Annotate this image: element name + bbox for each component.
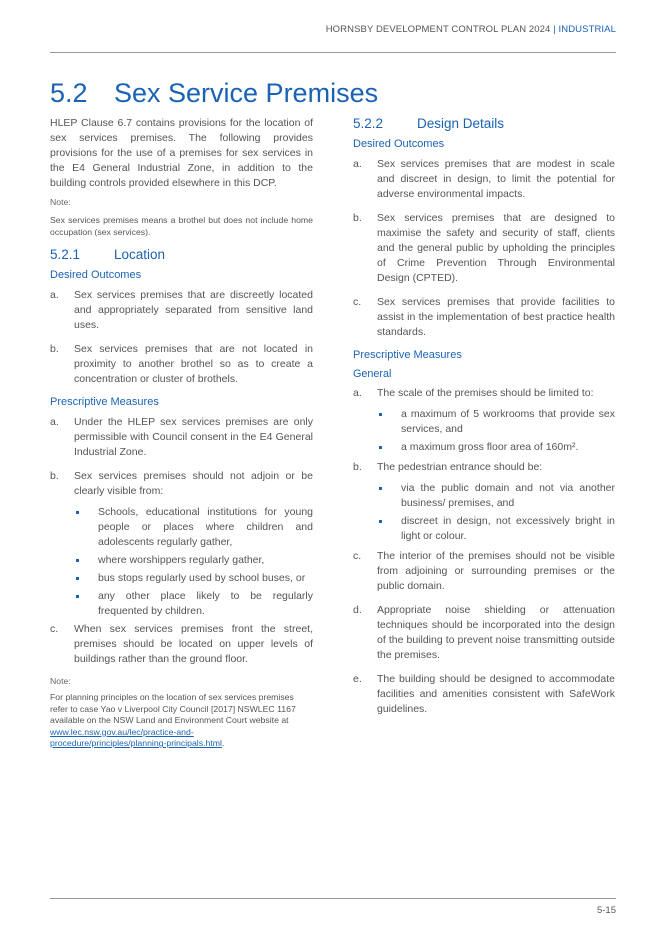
- bullet-list: [377, 481, 615, 544]
- list-marker: c.: [50, 623, 59, 635]
- list-item: [353, 603, 615, 663]
- location-desired-list: [50, 288, 313, 387]
- design-prescriptive-heading: Prescriptive Measures: [353, 349, 462, 361]
- list-item-text: The pedestrian entrance should be:: [377, 461, 543, 473]
- page-title-number: 5.2: [50, 78, 88, 108]
- lec-link-line1[interactable]: www.lec.nsw.gov.au/lec/practice-and-: [50, 726, 194, 737]
- list-item-text: The interior of the premises should not be visible from adjoining or surrounding premises or the public domain.: [377, 550, 615, 592]
- list-marker: a.: [50, 416, 59, 428]
- list-item: [353, 672, 615, 717]
- header-separator: |: [553, 24, 556, 35]
- bullet-item: where worshippers regularly gather,: [74, 553, 313, 568]
- bullet-item: bus stops regularly used by school buses, or: [74, 571, 313, 586]
- bullet-item: a maximum of 5 workrooms that provide sex services, and: [377, 407, 615, 437]
- bullet-item: a maximum gross floor area of 160m².: [377, 440, 615, 455]
- design-heading-number: 5.2.2: [353, 116, 384, 131]
- bullet-item: any other place likely to be regularly frequented by children.: [74, 589, 313, 619]
- intro-paragraph: HLEP Clause 6.7 contains provisions for the location of sex services premises. The following provides provisions for the use of a premises for sex services in the E4 General Industrial Zone, in addition to the building controls provided elsewhere in this DCP.: [50, 117, 313, 189]
- location-heading: [50, 247, 313, 262]
- list-item: [50, 288, 313, 333]
- bullet-list: [377, 407, 615, 455]
- design-desired-heading: Desired Outcomes: [353, 138, 445, 150]
- list-item-text: The scale of the premises should be limited to:: [377, 387, 594, 399]
- header-divider: [50, 52, 616, 53]
- list-marker: c.: [353, 296, 362, 308]
- note-text: Sex services premises means a brothel but does not include home occupation (sex services).: [50, 215, 313, 237]
- list-marker: c.: [353, 550, 362, 562]
- list-marker: d.: [353, 604, 362, 616]
- header-title: HORNSBY DEVELOPMENT CONTROL PLAN 2024: [325, 24, 551, 35]
- location-prescriptive-heading: Prescriptive Measures: [50, 396, 159, 408]
- bullet-item: Schools, educational institutions for young people or places where children and adolescents regularly gather,: [74, 505, 313, 550]
- list-item: [50, 415, 313, 460]
- list-item: [353, 386, 615, 455]
- design-heading-title: Design Details: [417, 116, 505, 131]
- page-title: [50, 78, 378, 109]
- list-item-text: Sex services premises that are modest in scale and discreet in design, to limit the potential for adverse environmental impacts.: [377, 158, 615, 200]
- location-heading-number: 5.2.1: [50, 247, 81, 262]
- list-marker: b.: [50, 343, 59, 355]
- bullet-item: via the public domain and not via another business/ premises, and: [377, 481, 615, 511]
- bullet-list: [74, 505, 313, 619]
- note-label: Note:: [50, 197, 71, 207]
- list-item: [353, 549, 615, 594]
- list-marker: b.: [50, 470, 59, 482]
- design-heading: [353, 116, 615, 131]
- list-marker: a.: [353, 158, 362, 170]
- planning-note-end: .: [221, 738, 225, 748]
- left-column: [50, 116, 313, 750]
- list-item: [353, 460, 615, 544]
- list-marker: b.: [353, 461, 362, 473]
- list-item-text: Sex services premises that are designed to maximise the safety and security of staff, clients and the general public by upholding the principles of Crime Prevention Through Environmental Design (CPTED).: [377, 212, 615, 284]
- list-item: [50, 469, 313, 619]
- planning-note-text: For planning principles on the location of sex services premises refer to case Yao v Liverpool City Council [2017] NSWLEC 1167 available on the NSW Land and Environment Court website at: [50, 692, 296, 725]
- location-prescriptive-list: [50, 415, 313, 667]
- design-desired-list: [353, 157, 615, 340]
- location-heading-title: Location: [114, 247, 166, 262]
- list-item-text: Sex services premises that provide facilities to assist in the implementation of best practice health standards.: [377, 296, 615, 338]
- list-item: [50, 622, 313, 667]
- list-item-text: The building should be designed to accommodate facilities and amenities consistent with SafeWork guidelines.: [377, 673, 615, 715]
- planning-note: [50, 692, 313, 750]
- lec-link-line2[interactable]: procedure/principles/planning-principals.html: [50, 738, 222, 748]
- page-title-text: Sex Service Premises: [114, 78, 379, 108]
- list-marker: a.: [353, 387, 362, 399]
- list-marker: b.: [353, 212, 362, 224]
- list-item: [50, 342, 313, 387]
- note-label: Note:: [50, 676, 71, 686]
- list-item-text: Under the HLEP sex services premises are only permissible with Council consent in the E4 General Industrial Zone.: [74, 416, 313, 458]
- lec-link[interactable]: [50, 726, 225, 749]
- bullet-item: discreet in design, not excessively bright in light or colour.: [377, 514, 615, 544]
- page-number: 5-15: [596, 905, 616, 916]
- right-column: [353, 116, 615, 722]
- running-header: [326, 24, 616, 35]
- list-marker: e.: [353, 673, 362, 685]
- list-item: [353, 157, 615, 202]
- footer-divider: [50, 898, 616, 899]
- list-item-text: Appropriate noise shielding or attenuation techniques should be incorporated into the design of the building to prevent noise transmitting outside the premises.: [377, 604, 615, 661]
- list-item-text: When sex services premises front the street, premises should be located on upper levels of buildings rather than the ground floor.: [74, 623, 313, 665]
- list-item: [353, 295, 615, 340]
- list-item-text: Sex services premises that are not located in proximity to another brothel so as to create a concentration or cluster of brothels.: [74, 343, 313, 385]
- header-section: INDUSTRIAL: [558, 24, 616, 35]
- list-item-text: Sex services premises should not adjoin or be clearly visible from:: [74, 470, 313, 497]
- list-marker: a.: [50, 289, 59, 301]
- list-item-text: Sex services premises that are discreetly located and appropriately separated from sensitive land uses.: [74, 289, 313, 331]
- location-desired-heading: Desired Outcomes: [50, 269, 142, 281]
- design-prescriptive-list: [353, 386, 615, 717]
- general-subheading: General: [353, 368, 392, 380]
- list-item: [353, 211, 615, 286]
